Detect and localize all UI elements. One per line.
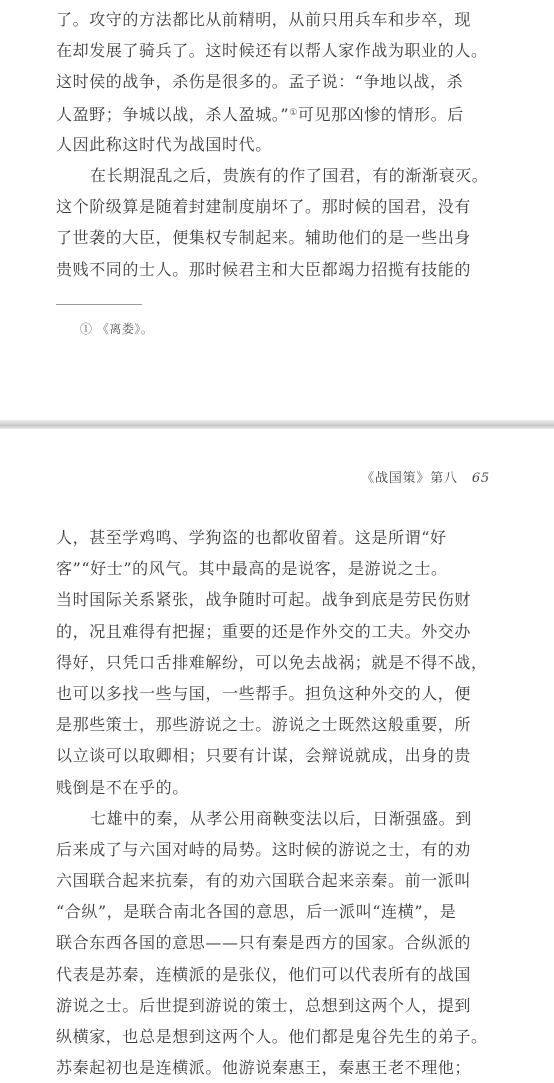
text-line: 人，甚至学鸡鸣、学狗盗的也都收留着。这是所谓“好 [56, 528, 447, 547]
text-line: 后来成了与六国对峙的局势。这时候的游说之士，有的劝 [56, 839, 472, 859]
page-number: 65 [471, 471, 490, 486]
text-line: 客”“好士”的风气。其中最高的是说客，是游说之士。 [56, 559, 448, 579]
text-line: 了。攻守的方法都比从前精明，从前只用兵车和步卒，现 [56, 10, 472, 29]
paragraph-start-line: 在长期混乱之后，贵族有的作了国君，有的渐渐衰灭。 [90, 165, 489, 185]
paragraph-start-line: 七雄中的秦，从孝公用商鞅变法以后，日渐强盛。到 [90, 808, 472, 828]
top-page [0, 0, 554, 420]
text-line: 苏秦起初也是连横派。他游说秦惠王，秦惠王老不理他； [56, 1058, 472, 1078]
text-line: 游说之士。后世提到游说的策士，总想到这两个人，提到 [56, 995, 472, 1015]
text-line: 贱倒是不在乎的。 [56, 777, 189, 797]
text-line: 的，况且难得有把握；重要的还是作外交的工夫。外交办 [56, 621, 472, 641]
text-line: “合纵”，是联合南北各国的意思，后一派叫“连横”，是 [56, 902, 457, 922]
text-line: 贵贱不同的士人。那时候君主和大臣都竭力招揽有技能的 [56, 259, 472, 279]
top-text-block [56, 4, 502, 285]
text-line: 这时侯的战争，杀伤是很多的。孟子说：“争地以战，杀 [56, 72, 464, 92]
footnote-reference: ① [289, 107, 298, 118]
quote-tail: 可见那凶惨的情形。后 [297, 104, 464, 124]
text-line: 得好，只凭口舌排难解纷，可以免去战祸；就是不得不战， [56, 652, 488, 672]
text-line: 是那些策士，那些游说之士。游说之士既然这般重要，所 [56, 715, 472, 735]
footnote: ① 《离娄》。 [80, 322, 154, 336]
page-separator [0, 420, 554, 429]
text-line: 人因此称这时代为战国时代。 [56, 134, 272, 154]
text-line: 了世袭的大臣，便集权专制起来。辅助他们的是一些出身 [56, 228, 472, 248]
text-line: 六国联合起来抗秦，有的劝六国联合起来亲秦。前一派叫 [56, 871, 472, 891]
running-head-title: 《战国策》第八 [361, 471, 458, 486]
text-line: 当时国际关系紧张，战争随时可起。战争到底是劳民伤财 [56, 590, 472, 610]
quote-text: 人盈野；争城以战，杀人盈城。” [56, 104, 290, 124]
text-line: 代表是苏秦，连横派的是张仪，他们可以代表所有的战国 [56, 964, 472, 984]
running-head [361, 467, 490, 486]
text-line: 在却发展了骑兵了。这时候还有以帮人家作战为职业的人。 [56, 41, 488, 61]
text-line-with-footnote [56, 98, 502, 129]
text-line: 以立谈可以取卿相；只要有计谋，会辩说就成，出身的贵 [56, 746, 472, 766]
text-line: 纵横家，也总是想到这两个人。他们都是鬼谷先生的弟子。 [56, 1027, 488, 1046]
text-line: 联合东西各国的意思——只有秦是西方的国家。合纵派的 [56, 933, 472, 953]
text-line: 这个阶级算是随着封建制度崩坏了。那时候的国君，没有 [56, 197, 472, 217]
footnote-rule [56, 304, 142, 305]
bottom-text-block [56, 522, 502, 1083]
text-line: 也可以多找一些与国，一些帮手。担负这种外交的人，便 [56, 683, 472, 703]
